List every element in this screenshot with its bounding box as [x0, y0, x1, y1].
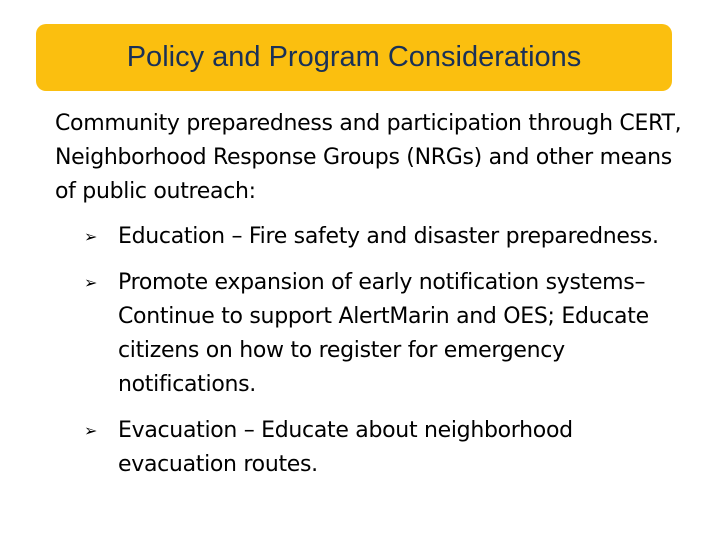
bullet-text: Promote expansion of early notification systems– Continue to support AlertMarin and OES; Educate citizens on how to register for emergency notifications. — [118, 270, 649, 397]
bullet-item-evacuation — [84, 414, 694, 482]
slide-title: Policy and Program Considerations — [126, 41, 582, 73]
intro-paragraph: Community preparedness and participation through CERT, Neighborhood Response Groups (NRGs) and other means of public outreach: — [55, 111, 682, 204]
bullet-text: Evacuation – Educate about neighborhood evacuation routes. — [118, 418, 573, 477]
bullet-item-notification — [84, 266, 694, 402]
bullet-item-education — [84, 220, 694, 254]
title-banner — [36, 24, 672, 91]
bullet-list — [84, 220, 694, 482]
arrow-bullet-icon: ➢ — [84, 273, 98, 292]
bullet-text: Education – Fire safety and disaster preparedness. — [118, 224, 659, 249]
arrow-bullet-icon: ➢ — [84, 227, 98, 246]
arrow-bullet-icon: ➢ — [84, 421, 98, 440]
